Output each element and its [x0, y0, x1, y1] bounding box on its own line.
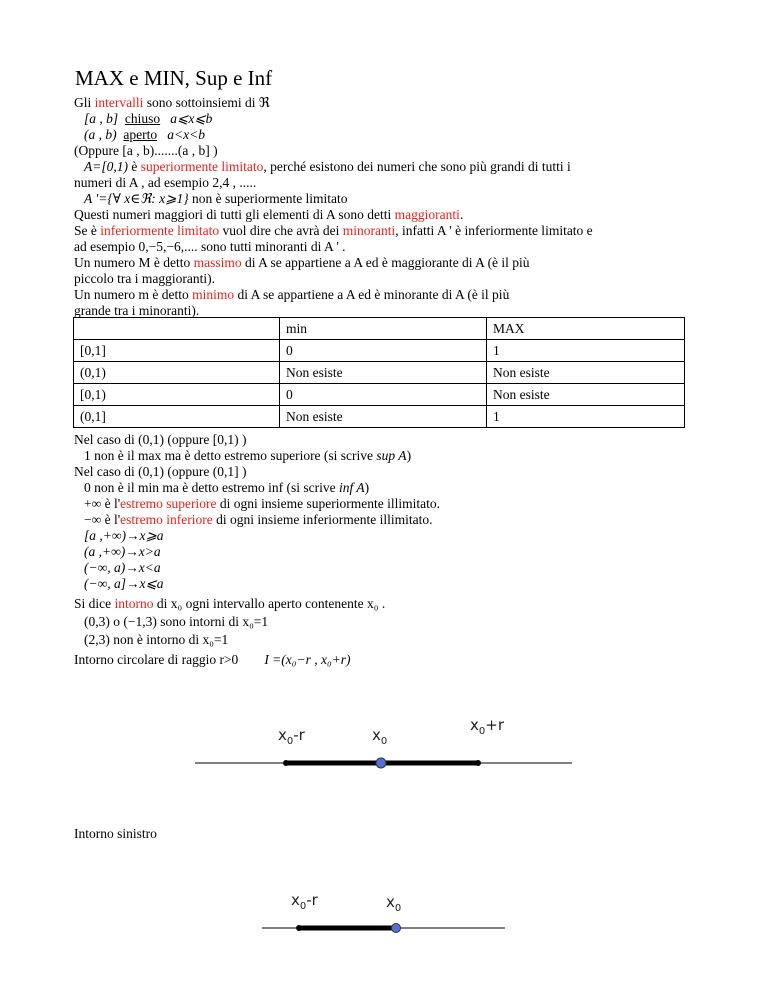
text-line-19: +∞ è l'estremo superiore di ogni insieme superiormente illimitato. — [84, 496, 440, 511]
text-line-28: Intorno circolare di raggio r>0 I =(x₀−r , x₀+r) — [74, 652, 351, 667]
text-line-12: piccolo tra i maggioranti). — [74, 271, 215, 286]
text-line-5: A=[0,1) è superiormente limitato, perché esistono dei numeri che sono più grandi di tutti i — [84, 159, 571, 174]
text-line-25: Si dice intorno di x₀ ogni intervallo aperto contenente x₀ . — [74, 596, 386, 611]
center-point-label: $x_0$ — [386, 893, 402, 914]
text-line-11: Un numero M è detto massimo di A se appartiene a A ed è maggiorante di A (è il più — [74, 255, 530, 270]
text-line-3: (a , b) aperto a<x<b — [84, 127, 205, 142]
text-line-16: 1 non è il max ma è detto estremo superiore (si scrive sup A) — [84, 448, 412, 463]
text-line-17: Nel caso di (0,1) (oppure (0,1] ) — [74, 464, 247, 479]
left-endpoint — [296, 925, 302, 931]
text-line-20: −∞ è l'estremo inferiore di ogni insieme inferiormente illimitato. — [84, 512, 433, 527]
center-point-label: $x_0$ — [372, 726, 388, 747]
left-endpoint-label: $x_0-r$ — [291, 891, 318, 912]
text-line-14: grande tra i minoranti). — [74, 303, 200, 318]
table-cell: 0 — [280, 340, 487, 362]
text-line-15: Nel caso di (0,1) (oppure [0,1) ) — [74, 432, 247, 447]
table-cell: (0,1] — [74, 406, 280, 428]
text-line-7: A '={∀ x∈ℜ: x⩾1} non è superiormente limitato — [84, 191, 348, 206]
table-cell: 1 — [487, 340, 685, 362]
page-title: MAX e MIN, Sup e Inf — [75, 66, 273, 90]
table-cell: [0,1] — [74, 340, 280, 362]
text-line-23: (−∞, a)→x<a — [84, 560, 161, 575]
text-line-24: (−∞, a]→x⩽a — [84, 576, 164, 591]
right-endpoint-label: $x_0+r$ — [470, 716, 505, 737]
table-header-cell: min — [280, 318, 487, 340]
text-line-10: ad esempio 0,−5,−6,.... sono tutti minoranti di A ' . — [74, 239, 346, 254]
table-cell: 0 — [280, 384, 487, 406]
text-line-22: (a ,+∞)→x>a — [84, 544, 161, 559]
text-line-9: Se è inferiormente limitato vuol dire che avrà dei minoranti, infatti A ' è inferiormente limitato e — [74, 223, 593, 238]
table-cell: Non esiste — [487, 362, 685, 384]
table-cell: Non esiste — [487, 384, 685, 406]
text-line-26: (0,3) o (−1,3) sono intorni di x₀=1 — [84, 614, 269, 629]
table-cell: Non esiste — [280, 406, 487, 428]
text-line-21: [a ,+∞)→x⩾a — [84, 528, 164, 543]
text-line-13: Un numero m è detto minimo di A se appartiene a A ed è minorante di A (è il più — [74, 287, 510, 302]
table-cell: Non esiste — [280, 362, 487, 384]
text-line-27: (2,3) non è intorno di x₀=1 — [84, 632, 229, 647]
table-cell: (0,1) — [74, 362, 280, 384]
table-header-cell: MAX — [487, 318, 685, 340]
text-line-4: (Oppure [a , b).......(a , b] ) — [74, 143, 218, 158]
text-line-6: numeri di A , ad esempio 2,4 , ..... — [74, 175, 257, 190]
table-cell: [0,1) — [74, 384, 280, 406]
text-line-1: Gli intervalli sono sottoinsiemi di ℜ — [74, 95, 270, 110]
text-line-29: Intorno sinistro — [74, 826, 157, 841]
text-line-2: [a , b] chiuso a⩽x⩽b — [84, 111, 213, 126]
left-endpoint-label: $x_0-r$ — [278, 726, 305, 747]
text-line-8: Questi numeri maggiori di tutti gli elementi di A sono detti maggioranti. — [74, 207, 464, 222]
text-line-18: 0 non è il min ma è detto estremo inf (si scrive inf A) — [84, 480, 370, 495]
table-cell: 1 — [487, 406, 685, 428]
center-point — [392, 924, 401, 933]
